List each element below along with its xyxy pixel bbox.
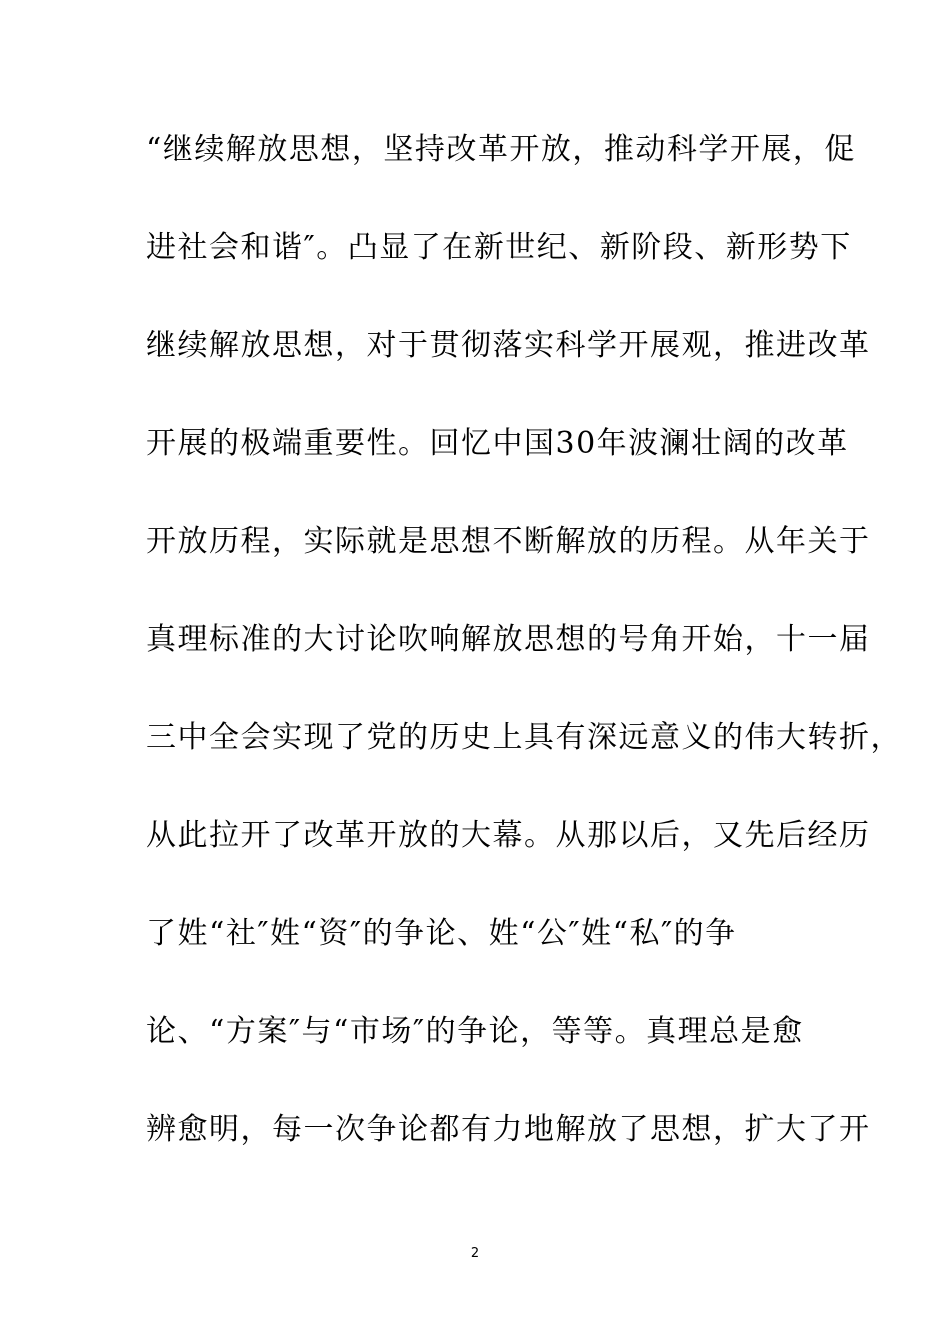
body-text-line-6: 真理标准的大讨论吹响解放思想的号角开始，十一届 [146,622,871,657]
body-text-line-11: 辨愈明，每一次争论都有力地解放了思想，扩大了开 [146,1112,871,1147]
body-text-line-9: 了姓“社″姓“资″的争论、姓“公″姓“私″的争 [146,916,737,951]
body-text-line-8: 从此拉开了改革开放的大幕。从那以后，又先后经历 [146,818,871,853]
body-text-line-4: 开展的极端重要性。回忆中国30年波澜壮阔的改革 [146,426,849,461]
body-text-line-5: 开放历程，实际就是思想不断解放的历程。从年关于 [146,524,871,559]
page-number: 2 [470,1246,480,1261]
body-text-line-10: 论、“方案″与“市场″的争论，等等。真理总是愈 [146,1014,804,1049]
body-text-line-1: “继续解放思想，坚持改革开放，推动科学开展，促 [146,132,856,167]
body-text-line-7: 三中全会实现了党的历史上具有深远意义的伟大转折， [146,720,902,755]
body-text-line-3: 继续解放思想，对于贯彻落实科学开展观，推进改革 [146,328,871,363]
body-text-line-2: 进社会和谐″。凸显了在新世纪、新阶段、新形势下 [146,230,852,265]
